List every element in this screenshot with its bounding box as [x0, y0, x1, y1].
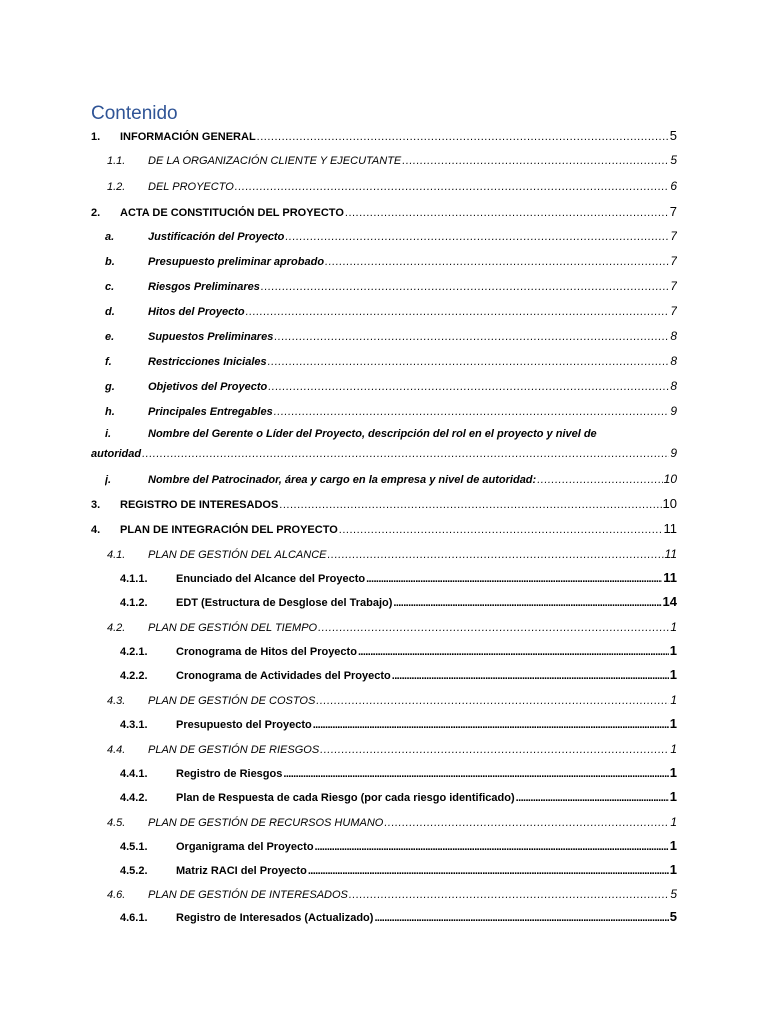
toc-entry[interactable]	[107, 619, 677, 636]
toc-entry-title: EDT (Estructura de Desglose del Trabajo)	[176, 597, 393, 609]
toc-entry-number: 4.2.	[107, 622, 126, 634]
toc-entry-number: 4.1.2.	[120, 597, 148, 609]
toc-entry-number: 4.5.	[107, 817, 126, 829]
toc-entry-title: DEL PROYECTO	[148, 181, 234, 193]
toc-entry-page: 1	[669, 716, 677, 731]
dot-leader	[320, 742, 669, 758]
dot-leader	[393, 595, 661, 611]
dot-leader	[235, 179, 670, 195]
toc-entry-title: PLAN DE GESTIÓN DEL ALCANCE	[148, 549, 327, 561]
toc-entry-title: Hitos del Proyecto	[148, 306, 245, 318]
toc-entry[interactable]	[120, 594, 677, 611]
toc-entry-page: 6	[670, 179, 677, 193]
toc-entry[interactable]	[120, 862, 677, 879]
toc-entry-page: 5	[670, 153, 677, 167]
toc-entry[interactable]	[120, 716, 677, 733]
toc-entry-page: 7	[669, 204, 677, 219]
dot-leader	[339, 522, 663, 538]
toc-entry-title: Objetivos del Proyecto	[148, 381, 268, 393]
toc-entry[interactable]	[105, 471, 677, 488]
toc-entry-number: 1.	[91, 131, 101, 143]
toc-entry[interactable]	[120, 789, 677, 806]
dot-leader	[285, 229, 669, 245]
dot-leader	[274, 404, 670, 420]
toc-entry-number: 4.4.	[107, 744, 126, 756]
toc-entry-page: 8	[670, 379, 677, 393]
toc-entry-title: Cronograma de Actividades del Proyecto	[176, 670, 391, 682]
toc-entry-title: ACTA DE CONSTITUCIÓN DEL PROYECTO	[120, 207, 344, 219]
toc-entry-title: PLAN DE GESTIÓN DE RIESGOS	[148, 744, 320, 756]
toc-entry-title: Presupuesto preliminar aprobado	[148, 256, 325, 268]
toc-entry[interactable]	[91, 204, 677, 221]
toc-entry[interactable]	[105, 228, 677, 245]
toc-entry-page: 7	[670, 304, 677, 318]
toc-entry-number: 2.	[91, 207, 101, 219]
toc-entry[interactable]	[105, 353, 677, 370]
toc-entry-page: 5	[669, 128, 677, 143]
toc-entry-title: PLAN DE INTEGRACIÓN DEL PROYECTO	[120, 524, 338, 536]
toc-entry[interactable]	[120, 838, 677, 855]
toc-entry[interactable]	[107, 814, 677, 831]
toc-entry-page: 10	[662, 496, 677, 511]
toc-entry[interactable]	[120, 765, 677, 782]
toc-entry-title: DE LA ORGANIZACIÓN CLIENTE Y EJECUTANTE	[148, 155, 402, 167]
toc-entry-number: e.	[105, 331, 115, 343]
dot-leader	[328, 547, 664, 563]
dot-leader	[279, 497, 661, 513]
toc-entry-title: Presupuesto del Proyecto	[176, 719, 312, 731]
dot-leader	[283, 766, 668, 782]
toc-entry-number: 4.2.2.	[120, 670, 148, 682]
toc-entry-page: 1	[669, 838, 677, 853]
toc-entry-page: 1	[669, 643, 677, 658]
toc-entry[interactable]	[91, 496, 677, 513]
dot-leader	[384, 815, 669, 831]
toc-entry-number: 4.1.	[107, 549, 126, 561]
dot-leader	[366, 571, 662, 587]
toc-entry-page: 10	[663, 472, 677, 486]
toc-entry-number: f.	[105, 356, 112, 368]
toc-entry-page: 1	[669, 765, 677, 780]
toc-entry[interactable]	[107, 741, 677, 758]
toc-entry[interactable]	[105, 253, 677, 270]
toc-entry-page: 1	[669, 667, 677, 682]
toc-entry-title: Registro de Interesados (Actualizado)	[176, 912, 374, 924]
toc-entry-wrapped	[91, 425, 677, 464]
dot-leader	[315, 839, 669, 855]
toc-entry[interactable]	[107, 546, 677, 563]
toc-entry-page: 8	[670, 354, 677, 368]
toc-entry-title: Cronograma de Hitos del Proyecto	[176, 646, 357, 658]
toc-entry-page: 9	[670, 404, 677, 418]
toc-entry-title: Nombre del Patrocinador, área y cargo en la empresa y nivel de autoridad:	[148, 474, 537, 486]
toc-entry-title: Justificación del Proyecto	[148, 231, 285, 243]
dot-leader	[257, 129, 669, 145]
toc-entry[interactable]	[91, 128, 677, 145]
toc-entry-page: 11	[664, 547, 677, 561]
toc-entry-title: Matriz RACI del Proyecto	[176, 865, 307, 877]
toc-entry-number: 4.3.	[107, 695, 126, 707]
dot-leader	[537, 472, 662, 488]
dot-leader	[516, 790, 669, 806]
toc-entry-title: Restricciones Iniciales	[148, 356, 267, 368]
toc-entry[interactable]	[105, 328, 677, 345]
toc-entry-title: Principales Entregables	[148, 406, 273, 418]
toc-entry-title: Nombre del Gerente o Líder del Proyecto, descripción del rol en el proyecto y nivel de	[148, 428, 597, 440]
toc-entry-title: Supuestos Preliminares	[148, 331, 274, 343]
toc-entry[interactable]	[120, 570, 677, 587]
dot-leader	[318, 620, 669, 636]
toc-entry-page: 7	[670, 279, 677, 293]
toc-entry-number: g.	[105, 381, 115, 393]
toc-entry-page: 1	[670, 620, 677, 634]
toc-entry-page: 14	[662, 594, 677, 609]
toc-entry-number: b.	[105, 256, 115, 268]
toc-entry[interactable]	[120, 667, 677, 684]
toc-entry-title: Plan de Respuesta de cada Riesgo (por cada riesgo identificado)	[176, 792, 515, 804]
dot-leader	[274, 329, 669, 345]
toc-entry-title: PLAN DE GESTIÓN DE COSTOS	[148, 695, 316, 707]
toc-entry-title: PLAN DE GESTIÓN DE RECURSOS HUMANO	[148, 817, 384, 829]
toc-entry-number: a.	[105, 231, 115, 243]
toc-entry[interactable]	[107, 178, 677, 195]
toc-entry-number: 4.4.2.	[120, 792, 148, 804]
toc-entry-number: 4.	[91, 524, 101, 536]
toc-entry[interactable]	[105, 378, 677, 395]
toc-entry-line	[105, 425, 677, 444]
toc-entry[interactable]	[105, 403, 677, 420]
dot-leader	[246, 304, 670, 320]
dot-leader	[313, 717, 669, 733]
dot-leader	[308, 863, 669, 879]
toc-entry[interactable]	[120, 643, 677, 660]
toc-entry-number: h.	[105, 406, 115, 418]
dot-leader	[349, 887, 669, 903]
toc-entry-title: PLAN DE GESTIÓN DE INTERESADOS	[148, 889, 348, 901]
toc-entry-page: 8	[670, 329, 677, 343]
toc-entry[interactable]	[105, 303, 677, 320]
toc-entry[interactable]	[105, 278, 677, 295]
toc-entry-title: Enunciado del Alcance del Proyecto	[176, 573, 366, 585]
dot-leader	[325, 254, 669, 270]
toc-entry-title: PLAN DE GESTIÓN DEL TIEMPO	[148, 622, 318, 634]
toc-entry-number: d.	[105, 306, 115, 318]
toc-entry-title: Registro de Riesgos	[176, 768, 283, 780]
toc-entry-number: 1.2.	[107, 181, 126, 193]
toc-entry-page: 1	[669, 862, 677, 877]
toc-entry-page: 1	[670, 815, 677, 829]
toc-entry-number: 4.5.2.	[120, 865, 148, 877]
toc-entry-number: 4.6.1.	[120, 912, 148, 924]
toc-entry-page: 1	[670, 693, 677, 707]
toc-entry-number: 4.6.	[107, 889, 126, 901]
toc-entry-page: 7	[670, 229, 677, 243]
toc-entry-page: 1	[669, 789, 677, 804]
toc-entry-number: 1.1.	[107, 155, 126, 167]
toc-entry[interactable]	[107, 152, 677, 169]
dot-leader	[316, 693, 669, 709]
toc-entry-page: 5	[670, 887, 677, 901]
toc-entry-number: 4.4.1.	[120, 768, 148, 780]
toc-entry-page: 1	[670, 742, 677, 756]
toc-entry-title: REGISTRO DE INTERESADOS	[120, 499, 279, 511]
dot-leader	[374, 910, 668, 926]
dot-leader	[345, 205, 669, 221]
toc-entry[interactable]	[107, 692, 677, 709]
toc-entry[interactable]	[107, 886, 677, 903]
toc-entry-page: 11	[663, 521, 677, 536]
dot-leader	[392, 668, 669, 684]
toc-entry-number: 4.3.1.	[120, 719, 148, 731]
toc-entry-number: 3.	[91, 499, 101, 511]
dot-leader	[261, 279, 669, 295]
toc-entry-number: 4.2.1.	[120, 646, 148, 658]
dot-leader	[268, 354, 670, 370]
toc-entry-page: 9	[670, 446, 677, 460]
toc-entry-page: 7	[670, 254, 677, 268]
toc-entry[interactable]	[120, 909, 677, 926]
toc-entry-line	[91, 444, 677, 464]
toc-entry-title: Riesgos Preliminares	[148, 281, 260, 293]
toc-title: Contenido	[91, 103, 178, 124]
toc-entry[interactable]	[91, 521, 677, 538]
dot-leader	[142, 445, 669, 464]
toc-entry-page: 5	[669, 909, 677, 924]
toc-entry-number: c.	[105, 281, 115, 293]
toc-entry-page: 11	[663, 570, 677, 585]
toc-entry-number: 4.1.1.	[120, 573, 148, 585]
dot-leader	[268, 379, 669, 395]
toc-entry-number: j.	[105, 474, 112, 486]
dot-leader	[402, 153, 669, 169]
toc-entry-title: INFORMACIÓN GENERAL	[120, 131, 256, 143]
toc-entry-title-continued: autoridad	[91, 448, 142, 460]
toc-entry-number: 4.5.1.	[120, 841, 148, 853]
toc-entry-number: i.	[105, 428, 112, 440]
dot-leader	[358, 644, 669, 660]
toc-entry-title: Organigrama del Proyecto	[176, 841, 314, 853]
